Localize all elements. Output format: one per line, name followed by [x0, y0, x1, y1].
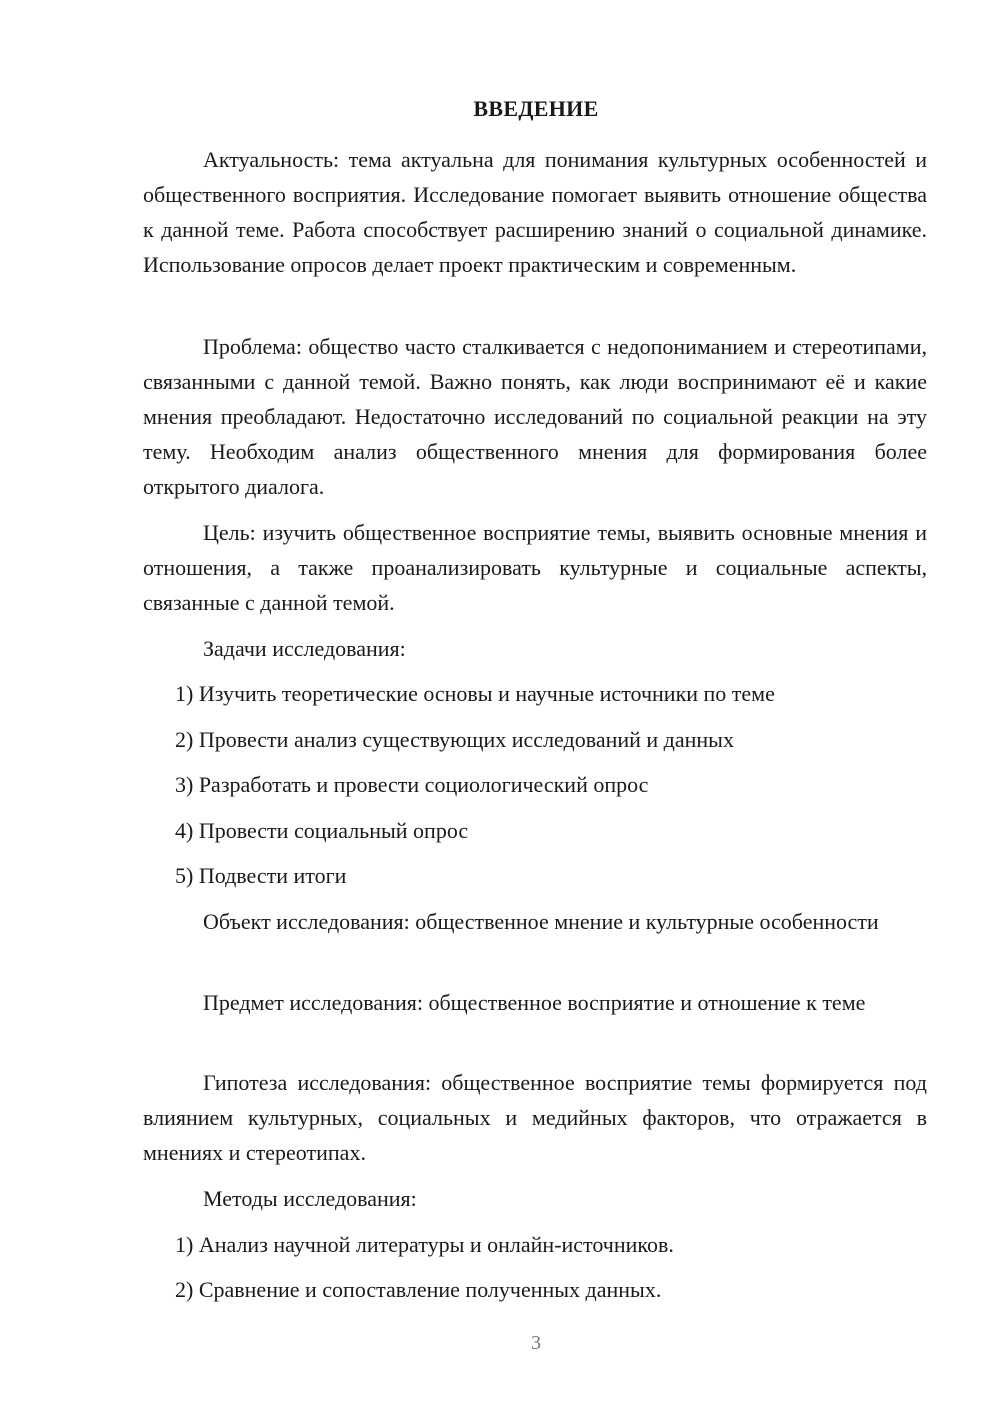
subject-paragraph: Предмет исследования: общественное восприятие и отношение к теме [203, 990, 866, 1015]
problem-paragraph: Проблема: общество часто сталкивается с недопониманием и стереотипами, связанными с данной темой. Важно понять, как люди воспринимают её и какие мнения преобладают. Недостаточно исследований по социальной реакции на эту тему. Необходим анализ общественного мнения для формирования более открытого диалога. [143, 334, 927, 499]
method-item-1: 1) Анализ научной литературы и онлайн-источников. [175, 1232, 674, 1257]
method-item-2: 2) Сравнение и сопоставление полученных данных. [175, 1277, 662, 1302]
section-title: ВВЕДЕНИЕ [473, 96, 599, 121]
task-item-2: 2) Провести анализ существующих исследований и данных [175, 727, 734, 752]
hypothesis-paragraph: Гипотеза исследования: общественное восприятие темы формируется под влиянием культурных, социальных и медийных факторов, что отражается в мнениях и стереотипах. [143, 1070, 927, 1165]
task-item-3: 3) Разработать и провести социологический опрос [175, 772, 649, 797]
relevance-paragraph: Актуальность: тема актуальна для понимания культурных особенностей и общественного восприятия. Исследование помогает выявить отношение общества к данной теме. Работа способствует расширению знаний о социальной динамике. Использование опросов делает проект практическим и современным. [143, 147, 927, 277]
task-item-5: 5) Подвести итоги [175, 863, 347, 888]
task-item-4: 4) Провести социальный опрос [175, 818, 469, 843]
tasks-heading: Задачи исследования: [203, 636, 406, 661]
methods-heading: Методы исследования: [203, 1186, 417, 1211]
task-item-1: 1) Изучить теоретические основы и научные источники по теме [175, 681, 775, 706]
page-number: 3 [531, 1332, 541, 1354]
object-paragraph: Объект исследования: общественное мнение и культурные особенности [203, 909, 879, 934]
goal-paragraph: Цель: изучить общественное восприятие темы, выявить основные мнения и отношения, а также проанализировать культурные и социальные аспекты, связанные с данной темой. [143, 520, 927, 615]
